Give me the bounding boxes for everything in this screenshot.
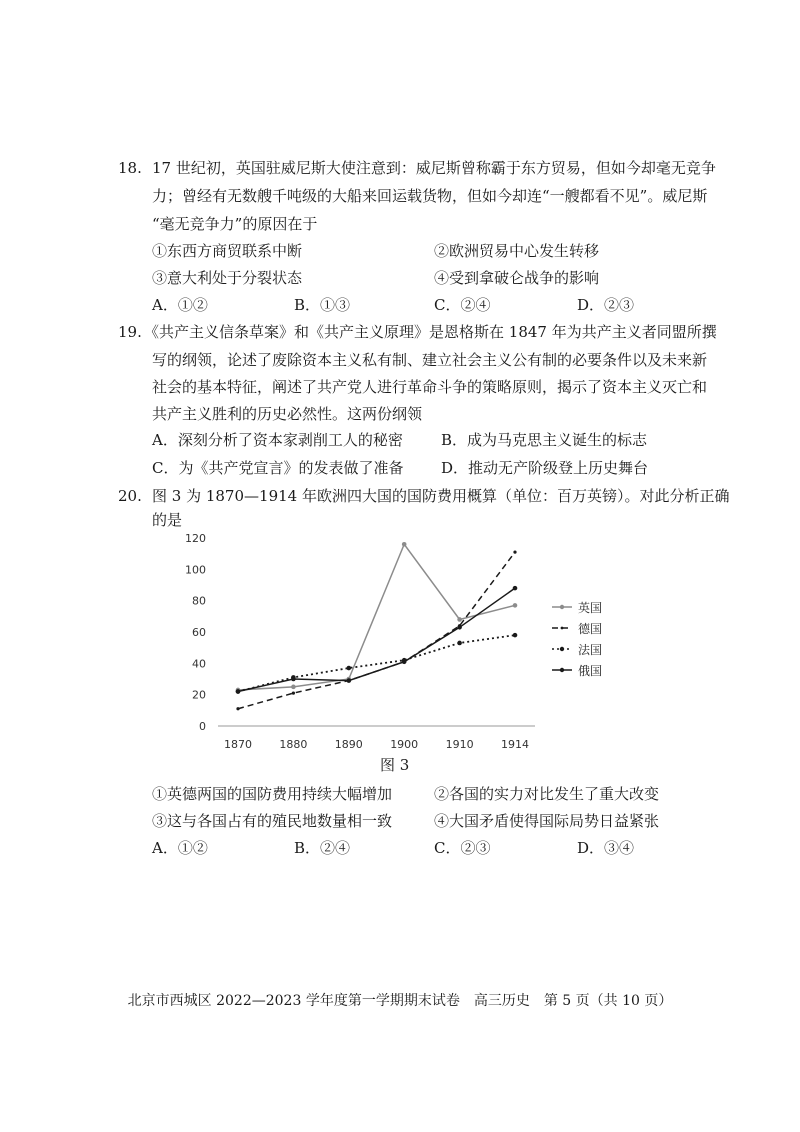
data-point (236, 707, 239, 710)
x-tick-label: 1914 (501, 738, 529, 751)
q20-choice-c[interactable]: C．②③ (434, 839, 491, 857)
y-tick-label: 60 (192, 626, 206, 639)
data-point (513, 603, 518, 608)
data-point (402, 659, 407, 664)
q19-choice-c[interactable]: C．为《共产党宣言》的发表做了准备 (152, 459, 404, 477)
y-tick-label: 20 (192, 688, 206, 702)
q20-statement-3: ③这与各国占有的殖民地数量相一致 (152, 812, 393, 830)
q20-statement-2: ②各国的实力对比发生了重大改变 (434, 785, 660, 803)
legend-label: 法国 (578, 643, 603, 657)
chart-series (236, 542, 518, 710)
data-point (457, 641, 462, 646)
q18-stem-line-1: 17 世纪初，英国驻威尼斯大使注意到：威尼斯曾称霸于东方贸易，但如今却毫无竞争 (152, 159, 716, 177)
q19-choice-b[interactable]: B．成为马克思主义诞生的标志 (441, 431, 648, 449)
data-point (457, 625, 462, 630)
legend-label: 英国 (578, 601, 603, 615)
data-point (513, 586, 518, 591)
q19-stem-line-2: 写的纲领，论述了废除资本主义私有制、建立社会主义公有制的必要条件以及未来新 (152, 351, 708, 369)
x-tick-label: 1900 (390, 738, 419, 751)
page-footer: 北京市西城区 2022—2023 学年度第一学期期末试卷 高三历史 第 5 页（共 10 页） (127, 993, 673, 1009)
legend-label: 德国 (578, 622, 603, 636)
y-tick-label: 0 (199, 720, 206, 733)
series-line-2 (238, 635, 515, 691)
q19-stem-line-3: 社会的基本特征，阐述了共产党人进行革命斗争的策略原则，揭示了资本主义灭亡和 (152, 378, 708, 396)
data-point (347, 666, 352, 671)
x-tick-label: 1910 (445, 738, 474, 751)
data-point (513, 633, 518, 638)
y-tick-label: 40 (192, 657, 206, 671)
data-point (291, 677, 296, 682)
data-point (402, 542, 407, 547)
figure-caption: 图 3 (380, 756, 410, 774)
defense-spending-chart (180, 528, 620, 760)
y-tick-label: 100 (185, 563, 206, 577)
y-tick-label: 80 (192, 594, 206, 608)
data-point (347, 678, 352, 683)
q20-number: 20. (118, 487, 142, 505)
y-tick-label: 120 (185, 532, 206, 545)
chart-legend (552, 601, 602, 678)
q20-choice-d[interactable]: D．③④ (577, 839, 635, 857)
q20-stem-line-2: 的是 (152, 511, 183, 529)
q18-stem-line-2: 力；曾经有无数艘千吨级的大船来回运载货物，但如今却连“一艘都看不见”。威尼斯 (152, 187, 708, 205)
legend-marker (560, 605, 564, 609)
series-line-1 (238, 552, 515, 709)
data-point (513, 551, 516, 554)
legend-marker (560, 668, 564, 672)
q18-statement-1: ①东西方商贸联系中断 (152, 242, 303, 260)
x-axis-labels (224, 738, 529, 751)
q19-number: 19. (118, 323, 142, 341)
q18-statement-4: ④受到拿破仑战争的影响 (434, 269, 600, 287)
x-tick-label: 1880 (279, 738, 308, 751)
data-point (236, 689, 241, 694)
q18-choice-b[interactable]: B．①③ (294, 296, 351, 314)
q19-stem-line-4: 共产主义胜利的历史必然性。这两份纲领 (152, 405, 423, 423)
q18-stem-line-3: “毫无竞争力”的原因在于 (152, 215, 318, 233)
q19-stem-line-1: 《共产主义信条草案》和《共产主义原理》是恩格斯在 1847 年为共产主义者同盟所撰 (144, 323, 717, 341)
data-point (291, 685, 296, 690)
q18-choice-a[interactable]: A．①② (152, 296, 208, 314)
legend-marker (560, 647, 564, 651)
q18-statement-3: ③意大利处于分裂状态 (152, 269, 303, 287)
q18-choice-c[interactable]: C．②④ (434, 296, 491, 314)
q20-choice-a[interactable]: A．①② (152, 839, 208, 857)
q20-statement-4: ④大国矛盾使得国际局势日益紧张 (434, 812, 660, 830)
x-tick-label: 1870 (224, 738, 252, 751)
legend-label: 俄国 (578, 664, 603, 678)
y-axis-labels (185, 532, 206, 733)
q18-choice-d[interactable]: D．②③ (577, 296, 635, 314)
data-point (292, 692, 295, 695)
q20-statement-1: ①英德两国的国防费用持续大幅增加 (152, 785, 393, 803)
x-tick-label: 1890 (334, 738, 363, 751)
q18-number: 18. (118, 159, 142, 177)
q20-choice-b[interactable]: B．②④ (294, 839, 351, 857)
q20-stem-line-1: 图 3 为 1870—1914 年欧洲四大国的国防费用概算（单位：百万英镑）。对此分析正确 (152, 487, 730, 505)
q18-statement-2: ②欧洲贸易中心发生转移 (434, 242, 600, 260)
q19-choice-d[interactable]: D．推动无产阶级登上历史舞台 (441, 459, 649, 477)
legend-marker (561, 627, 564, 630)
data-point (457, 617, 462, 622)
series-line-3 (238, 588, 515, 691)
q19-choice-a[interactable]: A．深刻分析了资本家剥削工人的秘密 (152, 431, 403, 449)
